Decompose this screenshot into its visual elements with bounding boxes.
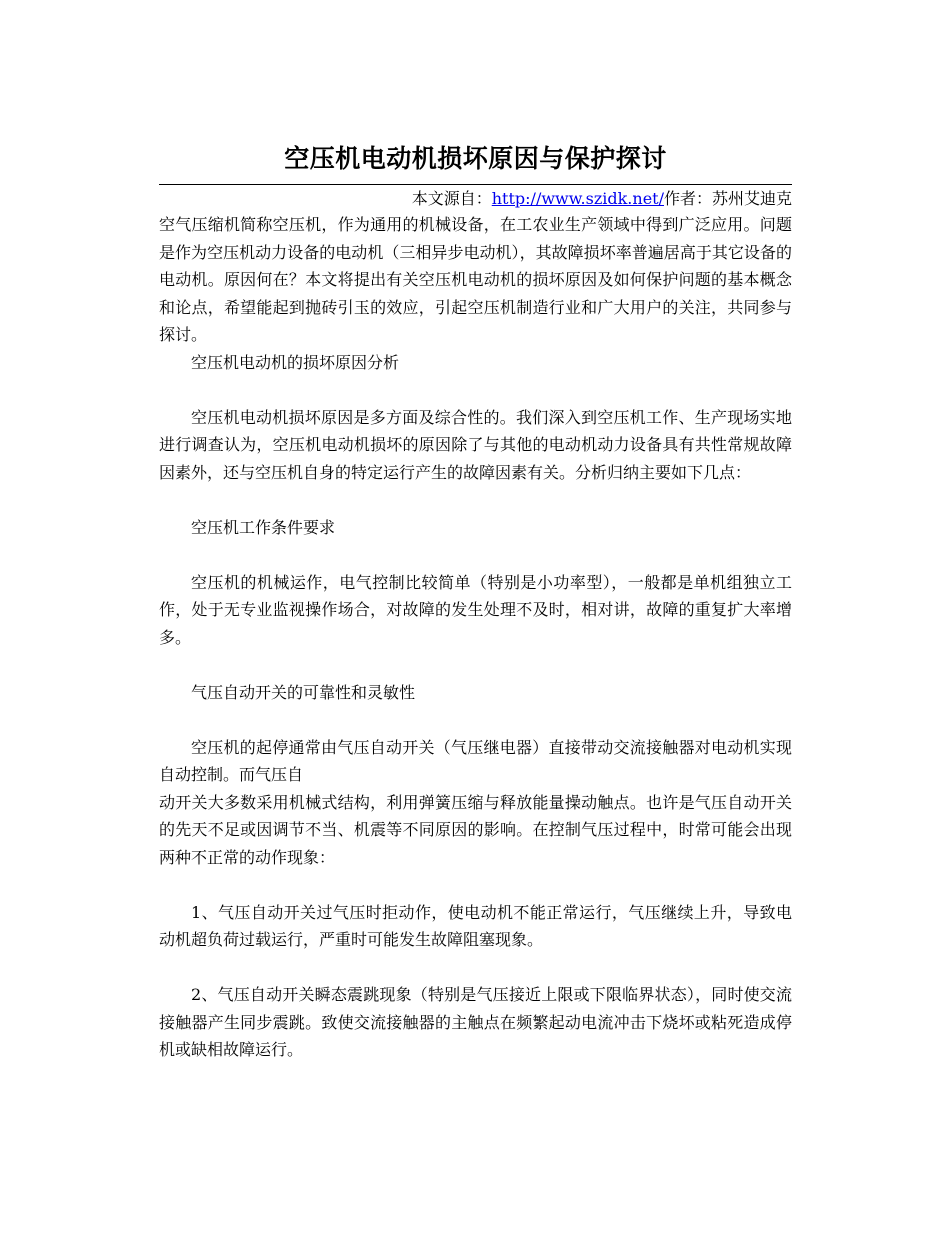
paragraph-pressure-switch-b: 动开关大多数采用机械式结构，利用弹簧压缩与释放能量操动触点。也许是气压自动开关的先天不足或因调节不当、机震等不同原因的影响。在控制气压过程中，时常可能会出现两种不正常的动作现象： (159, 792, 792, 867)
list-item-1: 1、气压自动开关过气压时拒动作，使电动机不能正常运行，气压继续上升，导致电动机超负荷过载运行，严重时可能发生故障阻塞现象。 (159, 902, 792, 949)
intro-paragraph: 空气压缩机简称空压机，作为通用的机械设备，在工农业生产领域中得到广泛应用。问题是作为空压机动力设备的电动机（三相异步电动机），其故障损坏率普遍居高于其它设备的电动机。原因何在？本文将提出有关空压机电动机的损坏原因及如何保护问题的基本概念和论点，希望能起到抛砖引玉的效应，引起空压机制造行业和广大用户的关注，共同参与探讨。 (159, 215, 792, 344)
spacer (159, 954, 792, 982)
source-prefix: 本文源自： (411, 189, 492, 208)
document-title: 空压机电动机损坏原因与保护探讨 (284, 144, 667, 173)
author-text: 作者：苏州艾迪克 (663, 189, 792, 208)
spacer (159, 541, 792, 569)
document-page (159, 0, 792, 1064)
spacer (159, 651, 792, 679)
spacer (159, 706, 792, 734)
title-divider (159, 184, 792, 185)
section-heading-pressure-switch: 气压自动开关的可靠性和灵敏性 (191, 682, 416, 702)
list-item-2: 2、气压自动开关瞬态震跳现象（特别是气压接近上限或下限临界状态），同时使交流接触器产生同步震跳。致使交流接触器的主触点在频繁起动电流冲击下烧坏或粘死造成停机或缺相故障运行。 (159, 985, 792, 1059)
source-line (159, 187, 792, 211)
section-heading-working-conditions: 空压机工作条件要求 (191, 517, 336, 537)
paragraph-working-conditions: 空压机的机械运作，电气控制比较简单（特别是小功率型），一般都是单机组独立工作，处于无专业监视操作场合，对故障的发生处理不及时，相对讲，故障的重复扩大率增多。 (159, 572, 792, 647)
source-link[interactable]: http://www.szidk.net/ (491, 189, 664, 208)
paragraph-pressure-switch-a: 空压机的起停通常由气压自动开关（气压继电器）直接带动交流接触器对电动机实现自动控制。而气压自 (159, 737, 792, 784)
paragraph-damage-analysis: 空压机电动机损坏原因是多方面及综合性的。我们深入到空压机工作、生产现场实地进行调查认为，空压机电动机损坏的原因除了与其他的电动机动力设备具有共性常规故障因素外，还与空压机自身的特定运行产生的故障因素有关。分析归纳主要如下几点： (159, 407, 792, 482)
spacer (159, 871, 792, 899)
spacer (159, 376, 792, 404)
spacer (159, 486, 792, 514)
section-heading-damage-causes: 空压机电动机的损坏原因分析 (191, 352, 400, 372)
